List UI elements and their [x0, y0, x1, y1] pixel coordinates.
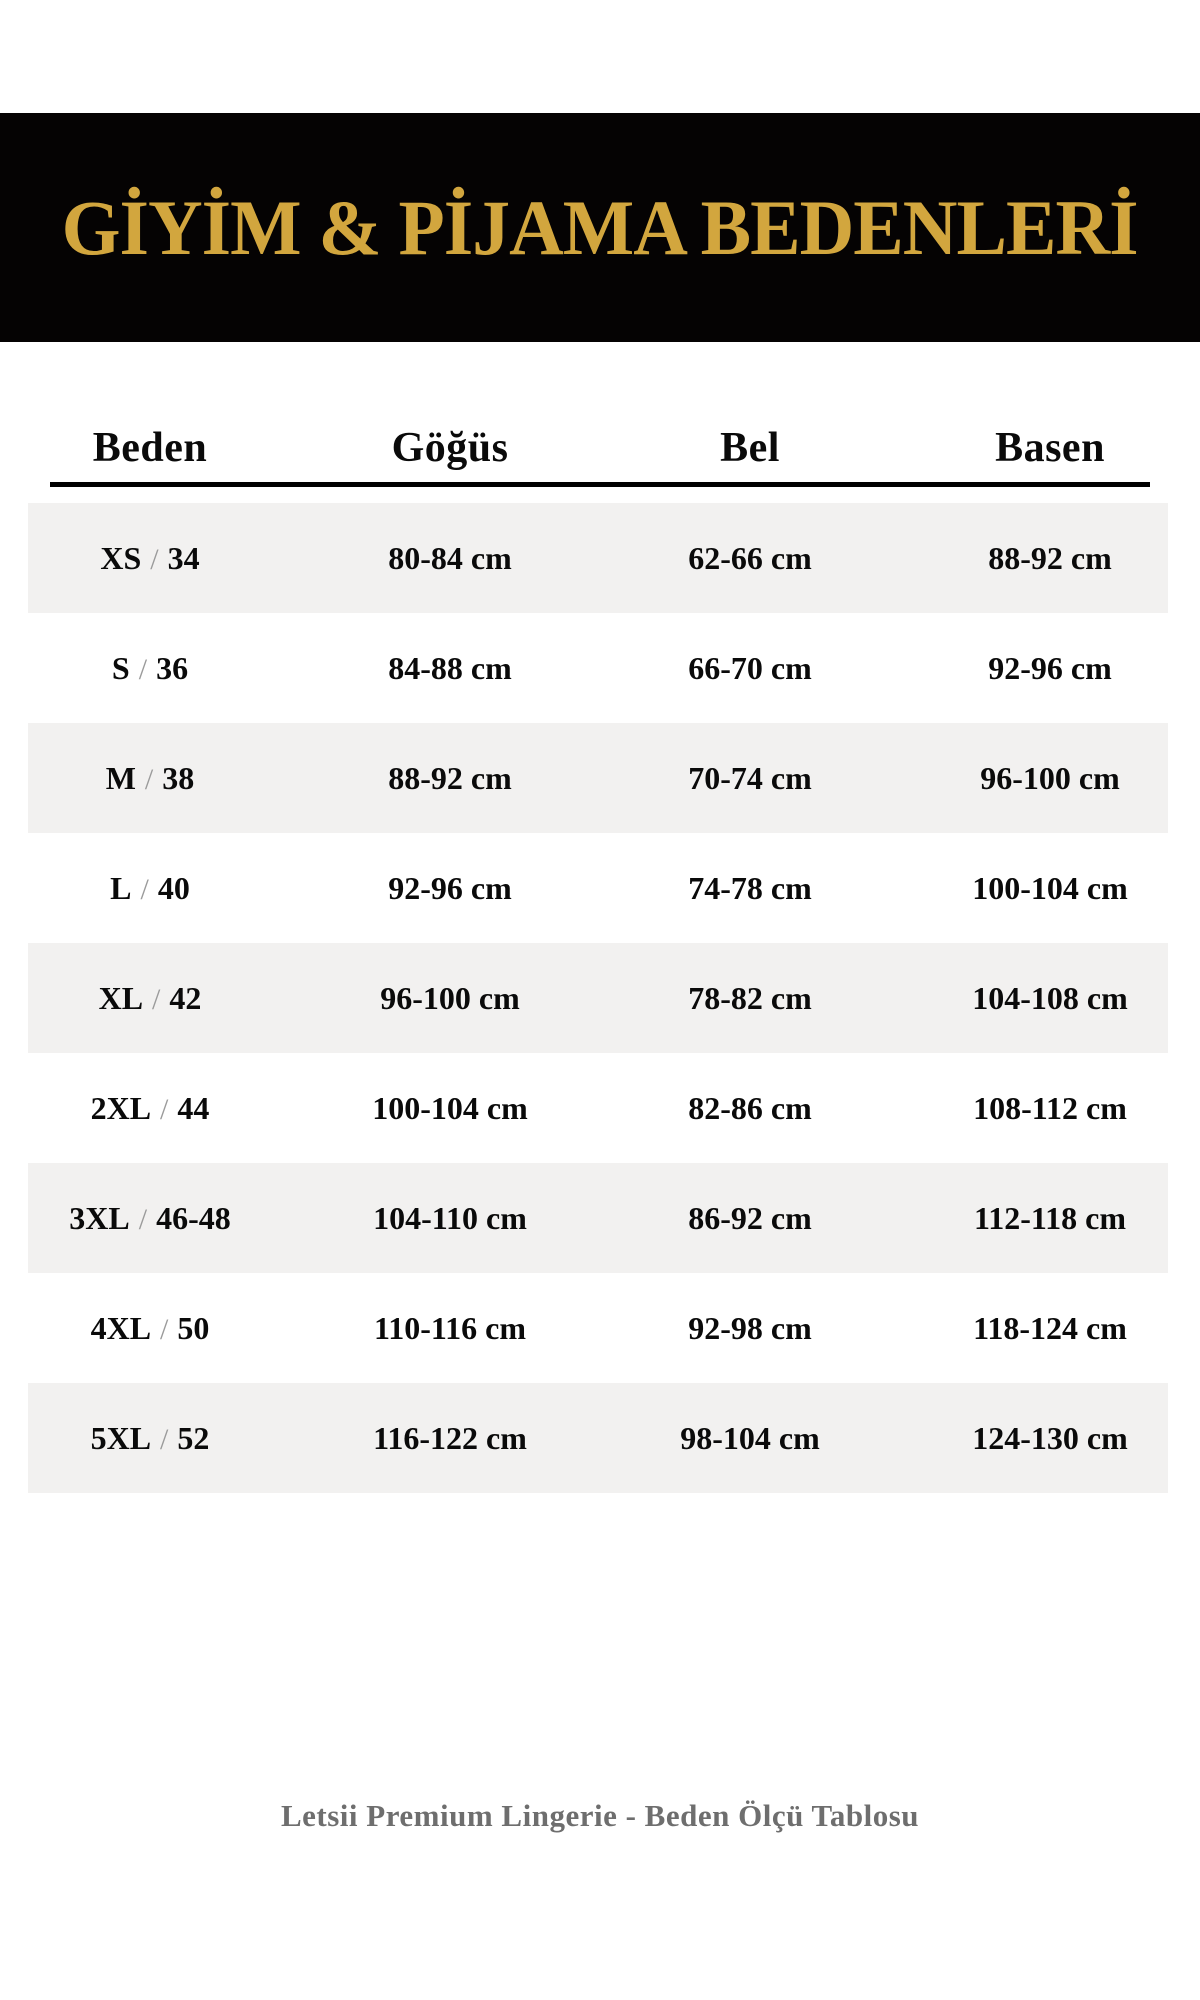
size-label: 3XL — [69, 1199, 130, 1236]
size-cell — [0, 1200, 300, 1237]
size-eu-label: 44 — [177, 1089, 210, 1126]
table-row-2xl — [0, 1053, 1200, 1163]
size-separator: / — [160, 1312, 169, 1346]
chest-cell: 84-88 cm — [388, 649, 512, 686]
table-row-xl — [0, 943, 1200, 1053]
table-row-5xl — [0, 1383, 1200, 1493]
hip-cell: 118-124 cm — [973, 1309, 1127, 1346]
size-label: M — [105, 759, 136, 796]
size-separator: / — [140, 872, 149, 906]
chest-cell: 100-104 cm — [372, 1089, 528, 1126]
hip-cell: 96-100 cm — [980, 759, 1120, 796]
size-cell — [0, 1310, 300, 1347]
size-cell — [0, 1420, 300, 1457]
size-cell — [0, 980, 300, 1017]
table-row-m — [0, 723, 1200, 833]
waist-cell: 74-78 cm — [688, 869, 812, 906]
table-row-4xl — [0, 1273, 1200, 1383]
size-eu-label: 52 — [177, 1419, 210, 1456]
size-separator: / — [160, 1092, 169, 1126]
waist-cell: 86-92 cm — [688, 1199, 812, 1236]
chest-cell: 92-96 cm — [388, 869, 512, 906]
hip-cell: 100-104 cm — [972, 869, 1128, 906]
size-cell — [0, 650, 300, 687]
size-separator: / — [138, 1202, 148, 1236]
size-label: L — [110, 869, 132, 906]
column-header-beden: Beden — [92, 424, 208, 471]
chest-cell: 80-84 cm — [388, 539, 512, 576]
header-underline — [50, 482, 1150, 487]
waist-cell: 66-70 cm — [688, 649, 812, 686]
header-banner — [0, 113, 1200, 342]
hip-cell: 112-118 cm — [974, 1199, 1126, 1236]
size-eu-label: 36 — [156, 649, 189, 686]
chest-cell: 104-110 cm — [373, 1199, 527, 1236]
size-eu-label: 38 — [162, 759, 195, 796]
waist-cell: 62-66 cm — [688, 539, 812, 576]
size-table — [0, 413, 1200, 1493]
hip-cell: 92-96 cm — [988, 649, 1112, 686]
hip-cell: 124-130 cm — [972, 1419, 1128, 1456]
size-cell — [0, 870, 300, 907]
table-row-s — [0, 613, 1200, 723]
waist-cell: 98-104 cm — [680, 1419, 820, 1456]
size-label: S — [111, 649, 130, 686]
page-title: GİYİM & PİJAMA BEDENLERİ — [62, 183, 1138, 271]
chest-cell: 110-116 cm — [374, 1309, 526, 1346]
table-header-row — [0, 413, 1200, 482]
size-eu-label: 42 — [169, 979, 202, 1016]
table-row-3xl — [0, 1163, 1200, 1273]
table-row-xs — [0, 503, 1200, 613]
hip-cell: 104-108 cm — [972, 979, 1128, 1016]
chest-cell: 88-92 cm — [388, 759, 512, 796]
size-cell — [0, 540, 300, 577]
footer-caption: Letsii Premium Lingerie - Beden Ölçü Tablosu — [280, 1798, 920, 1833]
chest-cell: 116-122 cm — [373, 1419, 527, 1456]
size-eu-label: 50 — [177, 1309, 210, 1346]
column-header-gogus: Göğüs — [391, 424, 509, 471]
hip-cell: 108-112 cm — [973, 1089, 1127, 1126]
size-label: XL — [98, 979, 144, 1016]
size-eu-label: 34 — [167, 539, 200, 576]
table-row-l — [0, 833, 1200, 943]
size-cell — [0, 1090, 300, 1127]
size-eu-label: 46-48 — [156, 1199, 231, 1236]
waist-cell: 92-98 cm — [688, 1309, 812, 1346]
column-header-bel: Bel — [720, 424, 780, 471]
waist-cell: 70-74 cm — [688, 759, 812, 796]
waist-cell: 82-86 cm — [688, 1089, 812, 1126]
size-cell — [0, 760, 300, 797]
size-separator: / — [160, 1422, 169, 1456]
chest-cell: 96-100 cm — [380, 979, 520, 1016]
size-separator: / — [152, 982, 161, 1016]
table-body — [0, 503, 1200, 1493]
size-label: 2XL — [90, 1089, 152, 1126]
size-label: XS — [100, 539, 142, 576]
size-separator: / — [138, 652, 148, 686]
size-separator: / — [144, 762, 154, 796]
size-eu-label: 40 — [157, 869, 190, 906]
hip-cell: 88-92 cm — [988, 539, 1112, 576]
size-label: 4XL — [90, 1309, 152, 1346]
size-label: 5XL — [90, 1419, 152, 1456]
waist-cell: 78-82 cm — [688, 979, 812, 1016]
column-header-basen: Basen — [995, 424, 1105, 471]
size-separator: / — [150, 542, 159, 576]
